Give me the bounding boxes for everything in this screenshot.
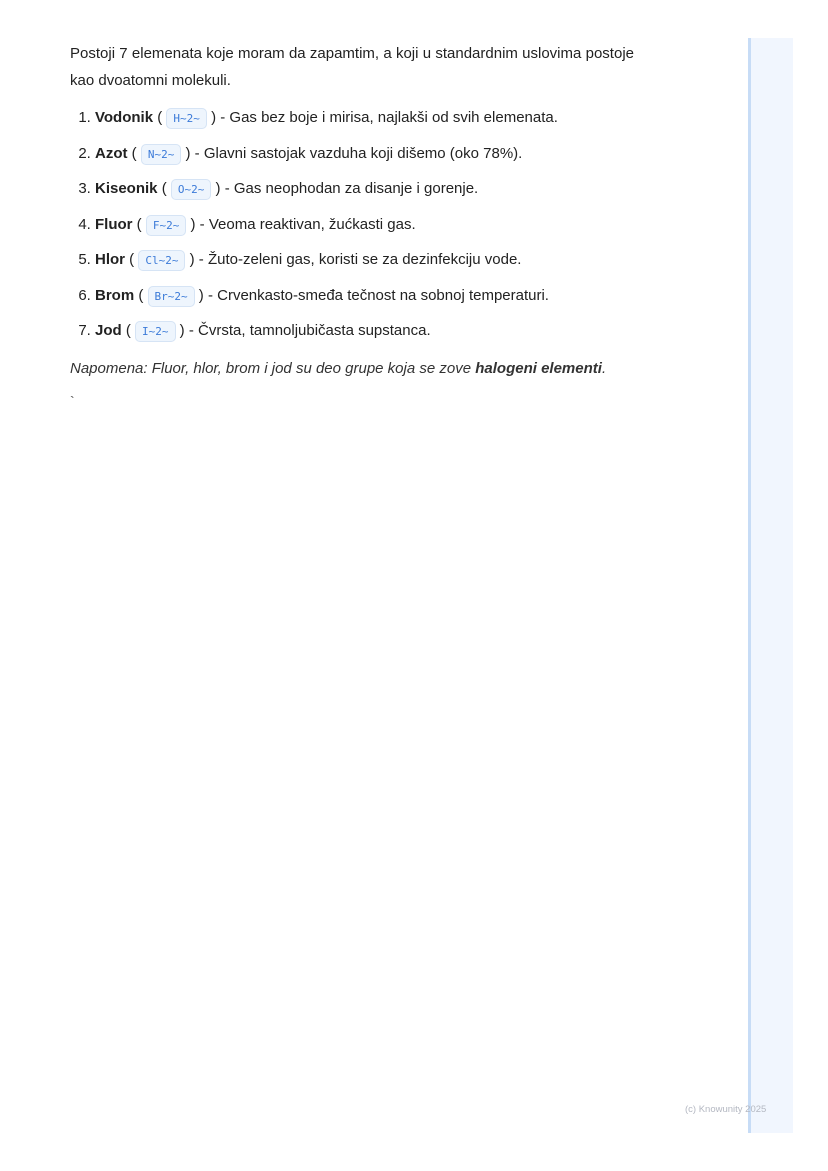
list-item: 7. Jod ( I~2~ ) - Čvrsta, tamnoljubičasta supstanca. (95, 317, 634, 345)
list-item: 6. Brom ( Br~2~ ) - Crvenkasto-smeđa tečnost na sobnoj temperaturi. (95, 282, 634, 310)
element-description: Crvenkasto-smeđa tečnost na sobnoj temperaturi. (217, 286, 549, 304)
element-name: Azot (95, 144, 128, 162)
note-bold: halogeni elementi (475, 360, 602, 377)
element-list (70, 104, 634, 345)
note (70, 355, 634, 382)
stray-backtick: ` (70, 393, 75, 409)
formula: N~2~ (141, 144, 182, 165)
formula: F~2~ (146, 215, 187, 236)
formula: H~2~ (166, 108, 207, 129)
element-name: Brom (95, 286, 135, 304)
element-description: Gas bez boje i mirisa, najlakši od svih elemenata. (229, 109, 558, 126)
element-description: Čvrsta, tamnoljubičasta supstanca. (198, 322, 431, 339)
content (70, 40, 634, 415)
element-description: Veoma reaktivan, žućkasti gas. (208, 215, 416, 233)
list-item: 2. Azot ( N~2~ ) - Glavni sastojak vazduha koji dišemo (oko 78%). (95, 140, 634, 168)
formula: I~2~ (135, 321, 176, 342)
element-name: Hlor (95, 251, 125, 268)
footer-copyright: (c) Knowunity 2025 (685, 1104, 767, 1115)
element-description: Žuto-zeleni gas, koristi se za dezinfekciju vode. (207, 251, 522, 268)
note-end: . (601, 360, 607, 377)
list-item: 1. Vodonik ( H~2~ ) - Gas bez boje i mirisa, najlakši od svih elemenata. (95, 104, 634, 132)
element-name: Fluor (95, 215, 133, 233)
element-description: Glavni sastojak vazduha koji dišemo (oko 78%). (203, 144, 523, 162)
element-description: Gas neophodan za disanje i gorenje. (233, 180, 479, 197)
element-name: Kiseonik (95, 180, 158, 197)
intro-paragraph: Postoji 7 elemenata koje moram da zapamtim, a koji u standardnim uslovima postoje kao dvoatomni molekuli. (70, 45, 634, 89)
element-name: Vodonik (95, 109, 154, 126)
side-panel (748, 38, 793, 1133)
note-text: Napomena: Fluor, hlor, brom i jod su deo grupe koja se zove (70, 360, 476, 377)
list-item: 3. Kiseonik ( O~2~ ) - Gas neophodan za disanje i gorenje. (95, 175, 634, 203)
list-item: 4. Fluor ( F~2~ ) - Veoma reaktivan, žućkasti gas. (95, 211, 634, 239)
list-item: 5. Hlor ( Cl~2~ ) - Žuto-zeleni gas, koristi se za dezinfekciju vode. (95, 246, 634, 274)
formula: Cl~2~ (138, 250, 185, 271)
formula: Br~2~ (148, 286, 195, 307)
formula: O~2~ (171, 179, 212, 200)
element-name: Jod (95, 322, 122, 339)
